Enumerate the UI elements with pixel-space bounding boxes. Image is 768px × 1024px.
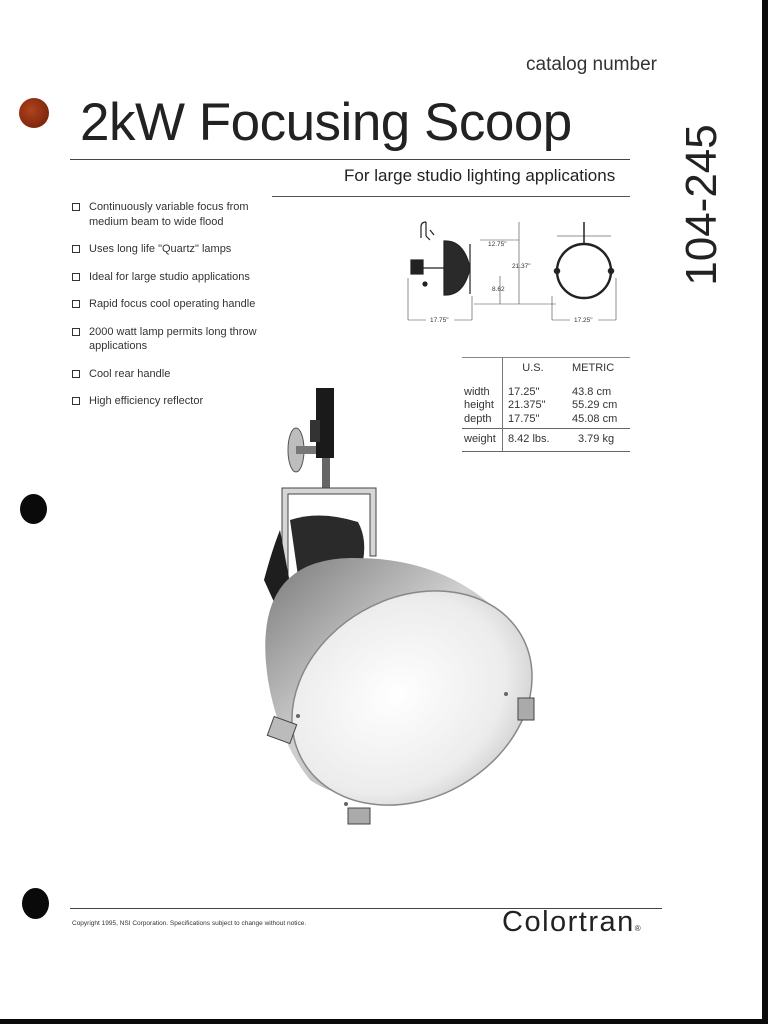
dimension-lines [408,222,616,320]
checkbox-bullet-icon [72,370,80,378]
page-subtitle: For large studio lighting applications [344,166,616,185]
spec-metric-value: 3.79 kg [560,429,630,452]
feature-item [72,394,262,409]
col-us-header: U.S. [503,357,561,381]
checkbox-bullet-icon [72,273,80,281]
specs-header-row [462,357,630,381]
spec-us-value: 17.75" [503,413,561,429]
feature-text: High efficiency reflector [89,395,204,407]
spec-row-label: depth [464,412,492,425]
page-title: 2kW Focusing Scoop [80,93,572,152]
binder-hole-middle [20,494,47,524]
subtitle-divider [272,196,630,197]
checkbox-bullet-icon [72,203,80,211]
dimension-height-label: 21.37" [512,263,531,270]
side-view-drawing [411,222,470,295]
binder-hole-top [19,98,49,128]
dimension-diagram [404,218,624,328]
title-divider [70,159,630,160]
binder-hole-bottom [22,888,49,919]
catalog-number-label: catalog number [526,54,657,75]
product-photo-scoop-light [250,380,550,840]
spec-row-label: height [464,399,494,411]
spec-row-label: width [464,385,490,398]
feature-item [72,242,262,257]
feature-item [72,367,262,382]
col-metric-header: METRIC [572,362,615,374]
dimension-front-width-label: 17.25" [574,317,593,324]
dimension-top-label: 12.75" [488,241,507,248]
feature-text: Ideal for large studio applications [89,270,250,283]
feature-text: Rapid focus cool operating handle [89,298,256,310]
checkbox-bullet-icon [72,397,80,405]
spec-metric-value: 45.08 cm [572,412,618,425]
front-view-drawing [555,222,614,298]
spec-metric-value: 55.29 cm [572,399,618,411]
feature-item [72,325,262,354]
feature-text: Uses long life "Quartz" lamps [89,243,232,255]
feature-item [72,200,262,229]
spec-us-value: 21.375" [503,399,561,413]
feature-list [72,200,262,422]
registered-mark: ® [634,924,643,933]
checkbox-bullet-icon [72,328,80,336]
spec-row-label: weight [462,429,503,452]
feature-text: Continuously variable focus from medium beam to wide flood [89,201,249,228]
brand-name: Colortran [502,906,635,938]
dimension-side-width-label: 17.75" [430,317,449,324]
spec-us-value: 17.25" [503,381,561,400]
feature-item [72,297,262,312]
brand-logo [502,906,642,939]
feature-text: 2000 watt lamp permits long throw applications [89,325,257,352]
checkbox-bullet-icon [72,300,80,308]
spec-metric-value: 43.8 cm [572,385,612,398]
copyright-notice: Copyright 1995, NSI Corporation. Specifications subject to change without notice. [72,920,307,927]
feature-item [72,270,262,285]
spec-us-value: 8.42 lbs. [503,429,561,452]
dimension-inner-label: 8.62 [492,286,505,293]
catalog-number: 104-245 [677,124,726,286]
feature-text: Cool rear handle [89,367,171,380]
checkbox-bullet-icon [72,245,80,253]
